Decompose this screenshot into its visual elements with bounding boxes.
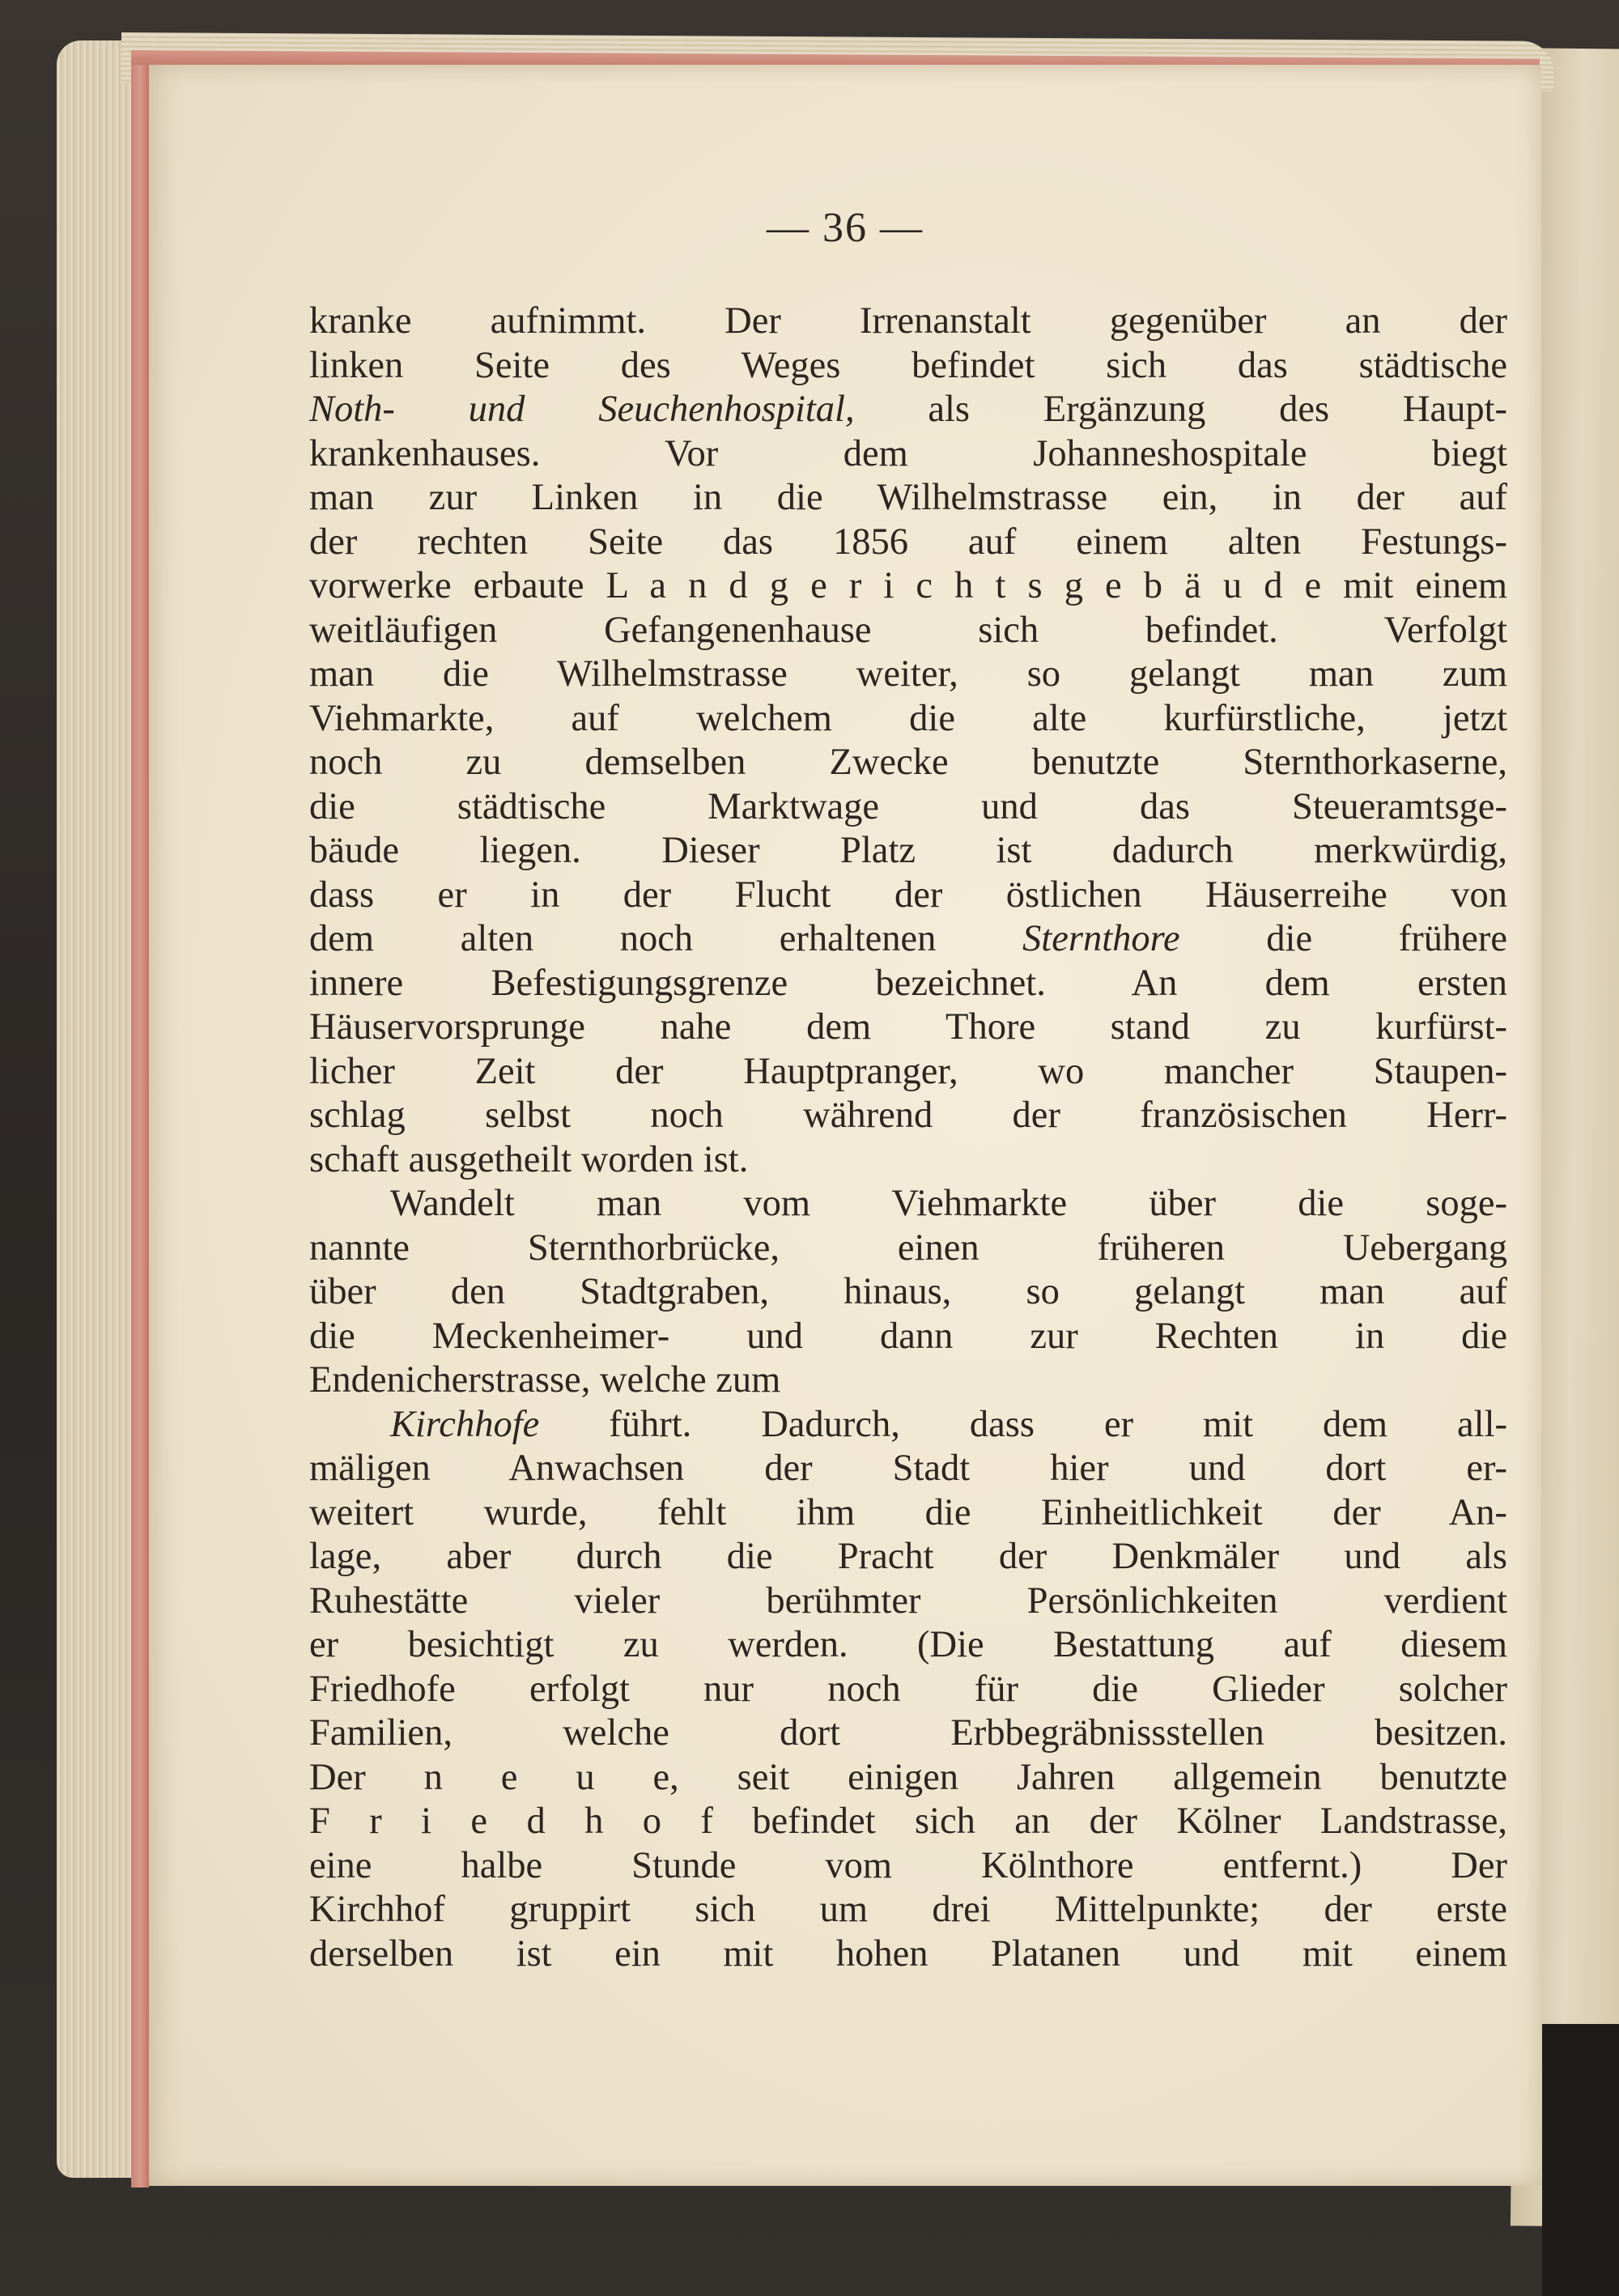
text-segment: die Meckenheimer- und dann zur Rechten in die <box>309 1315 1507 1357</box>
text-line <box>309 1800 1507 1844</box>
text-line <box>309 1315 1507 1359</box>
text-line <box>309 1491 1507 1536</box>
text-line <box>309 1580 1507 1624</box>
text-line <box>309 564 1507 609</box>
text-segment: mäligen Anwachsen der Stadt hier und dort er- <box>309 1448 1507 1489</box>
background-shadow <box>1542 2024 1619 2296</box>
text-line <box>309 1535 1507 1580</box>
text-line <box>309 1358 1507 1403</box>
text-segment: Ruhestätte vieler berühmter Persönlichkeiten verdient <box>309 1580 1507 1622</box>
text-line <box>309 1844 1507 1889</box>
text-line <box>309 1668 1507 1712</box>
body-text <box>309 300 1507 1976</box>
text-line <box>309 1050 1507 1095</box>
italic-text: Noth- und Seuchenhospital, <box>309 389 855 430</box>
text-segment: nannte Sternthorbrücke, einen früheren Uebergang <box>309 1227 1507 1269</box>
text-line <box>309 1932 1507 1977</box>
text-segment: krankenhauses. Vor dem Johanneshospitale biegt <box>309 432 1507 474</box>
text-segment: Familien, welche dort Erbbegräbnissstellen besitzen. <box>309 1712 1507 1754</box>
text-line <box>309 388 1507 432</box>
text-line <box>309 300 1507 344</box>
text-segment: Kirchhof gruppirt sich um drei Mittelpunkte; der erste <box>309 1889 1507 1930</box>
text-segment: über den Stadtgraben, hinaus, so gelangt man auf <box>309 1271 1507 1312</box>
text-segment: linken Seite des Weges befindet sich das städtische <box>309 344 1507 386</box>
text-segment: vorwerke erbaute L a n d g e r i c h t s g e b ä u d e mit einem <box>309 565 1507 606</box>
text-segment: Friedhofe erfolgt nur noch für die Glieder solcher <box>309 1668 1507 1710</box>
text-line <box>309 1756 1507 1801</box>
text-line <box>309 521 1507 565</box>
text-segment: bäude liegen. Dieser Platz ist dadurch merkwürdig, <box>309 830 1507 871</box>
text-segment: Viehmarkte, auf welchem die alte kurfürstliche, jetzt <box>309 697 1507 739</box>
text-line <box>309 432 1507 477</box>
text-line <box>309 609 1507 653</box>
text-segment: man zur Linken in die Wilhelmstrasse ein, in der auf <box>309 477 1507 518</box>
text-segment: als Ergänzung des Haupt- <box>854 389 1507 430</box>
text-segment: Wandelt man vom Viehmarkte über die soge- <box>390 1183 1507 1224</box>
text-segment: noch zu demselben Zwecke benutzte Sternthorkaserne, <box>309 742 1507 783</box>
text-line <box>309 741 1507 785</box>
text-line <box>309 1403 1507 1448</box>
text-line <box>309 1006 1507 1050</box>
text-segment: die frühere <box>1179 918 1507 959</box>
text-line <box>309 653 1507 697</box>
text-line <box>309 962 1507 1006</box>
text-line <box>309 1227 1507 1271</box>
text-line <box>309 476 1507 521</box>
text-segment: dem alten noch erhaltenen <box>309 918 1023 959</box>
text-segment: der rechten Seite das 1856 auf einem alten Festungs- <box>309 521 1507 563</box>
text-segment: schlag selbst noch während der französischen Herr- <box>309 1095 1507 1136</box>
text-segment: F r i e d h o f befindet sich an der Kölner Landstrasse, <box>309 1801 1507 1842</box>
text-line <box>309 785 1507 830</box>
text-segment: man die Wilhelmstrasse weiter, so gelangt man zum <box>309 653 1507 695</box>
italic-text: Sternthore <box>1022 918 1180 959</box>
page-number: — 36 — <box>767 205 924 251</box>
text-line <box>309 917 1507 962</box>
text-line <box>309 697 1507 742</box>
text-segment: derselben ist ein mit hohen Platanen und mit einem <box>309 1932 1507 1975</box>
text-line <box>309 829 1507 874</box>
text-segment: dass er in der Flucht der östlichen Häuserreihe von <box>309 874 1507 916</box>
text-line <box>309 344 1507 389</box>
text-segment: Häuservorsprunge nahe dem Thore stand zu kurfürst- <box>309 1006 1507 1048</box>
text-segment: lage, aber durch die Pracht der Denkmäler und als <box>309 1536 1507 1577</box>
text-line <box>309 1711 1507 1756</box>
text-line <box>309 1094 1507 1138</box>
red-page-edge <box>131 50 149 2188</box>
text-line <box>309 874 1507 918</box>
text-segment: innere Befestigungsgrenze bezeichnet. An dem ersten <box>309 962 1507 1004</box>
text-segment: schaft ausgetheilt worden ist. <box>309 1138 749 1180</box>
text-segment: licher Zeit der Hauptpranger, wo mancher Staupen- <box>309 1050 1507 1092</box>
text-line <box>309 1888 1507 1932</box>
text-segment: eine halbe Stunde vom Kölnthore entfernt.) Der <box>309 1844 1507 1886</box>
italic-text: Kirchhofe <box>390 1403 540 1445</box>
text-segment: er besichtigt zu werden. (Die Bestattung auf diesem <box>309 1624 1507 1665</box>
text-line <box>309 1270 1507 1315</box>
text-line <box>309 1447 1507 1491</box>
text-segment: Der n e u e, seit einigen Jahren allgemein benutzte <box>309 1756 1507 1798</box>
text-segment: kranke aufnimmt. Der Irrenanstalt gegenüber an der <box>309 300 1507 342</box>
text-line <box>309 1182 1507 1227</box>
text-segment: führt. Dadurch, dass er mit dem all- <box>539 1403 1507 1445</box>
text-segment: Endenicherstrasse, welche zum <box>309 1359 781 1401</box>
text-segment: weitert wurde, fehlt ihm die Einheitlichkeit der An- <box>309 1491 1507 1533</box>
text-segment: die städtische Marktwage und das Steueramtsge- <box>309 785 1507 827</box>
text-line <box>309 1138 1507 1183</box>
text-line <box>309 1623 1507 1668</box>
text-segment: weitläufigen Gefangenenhause sich befindet. Verfolgt <box>309 609 1507 651</box>
